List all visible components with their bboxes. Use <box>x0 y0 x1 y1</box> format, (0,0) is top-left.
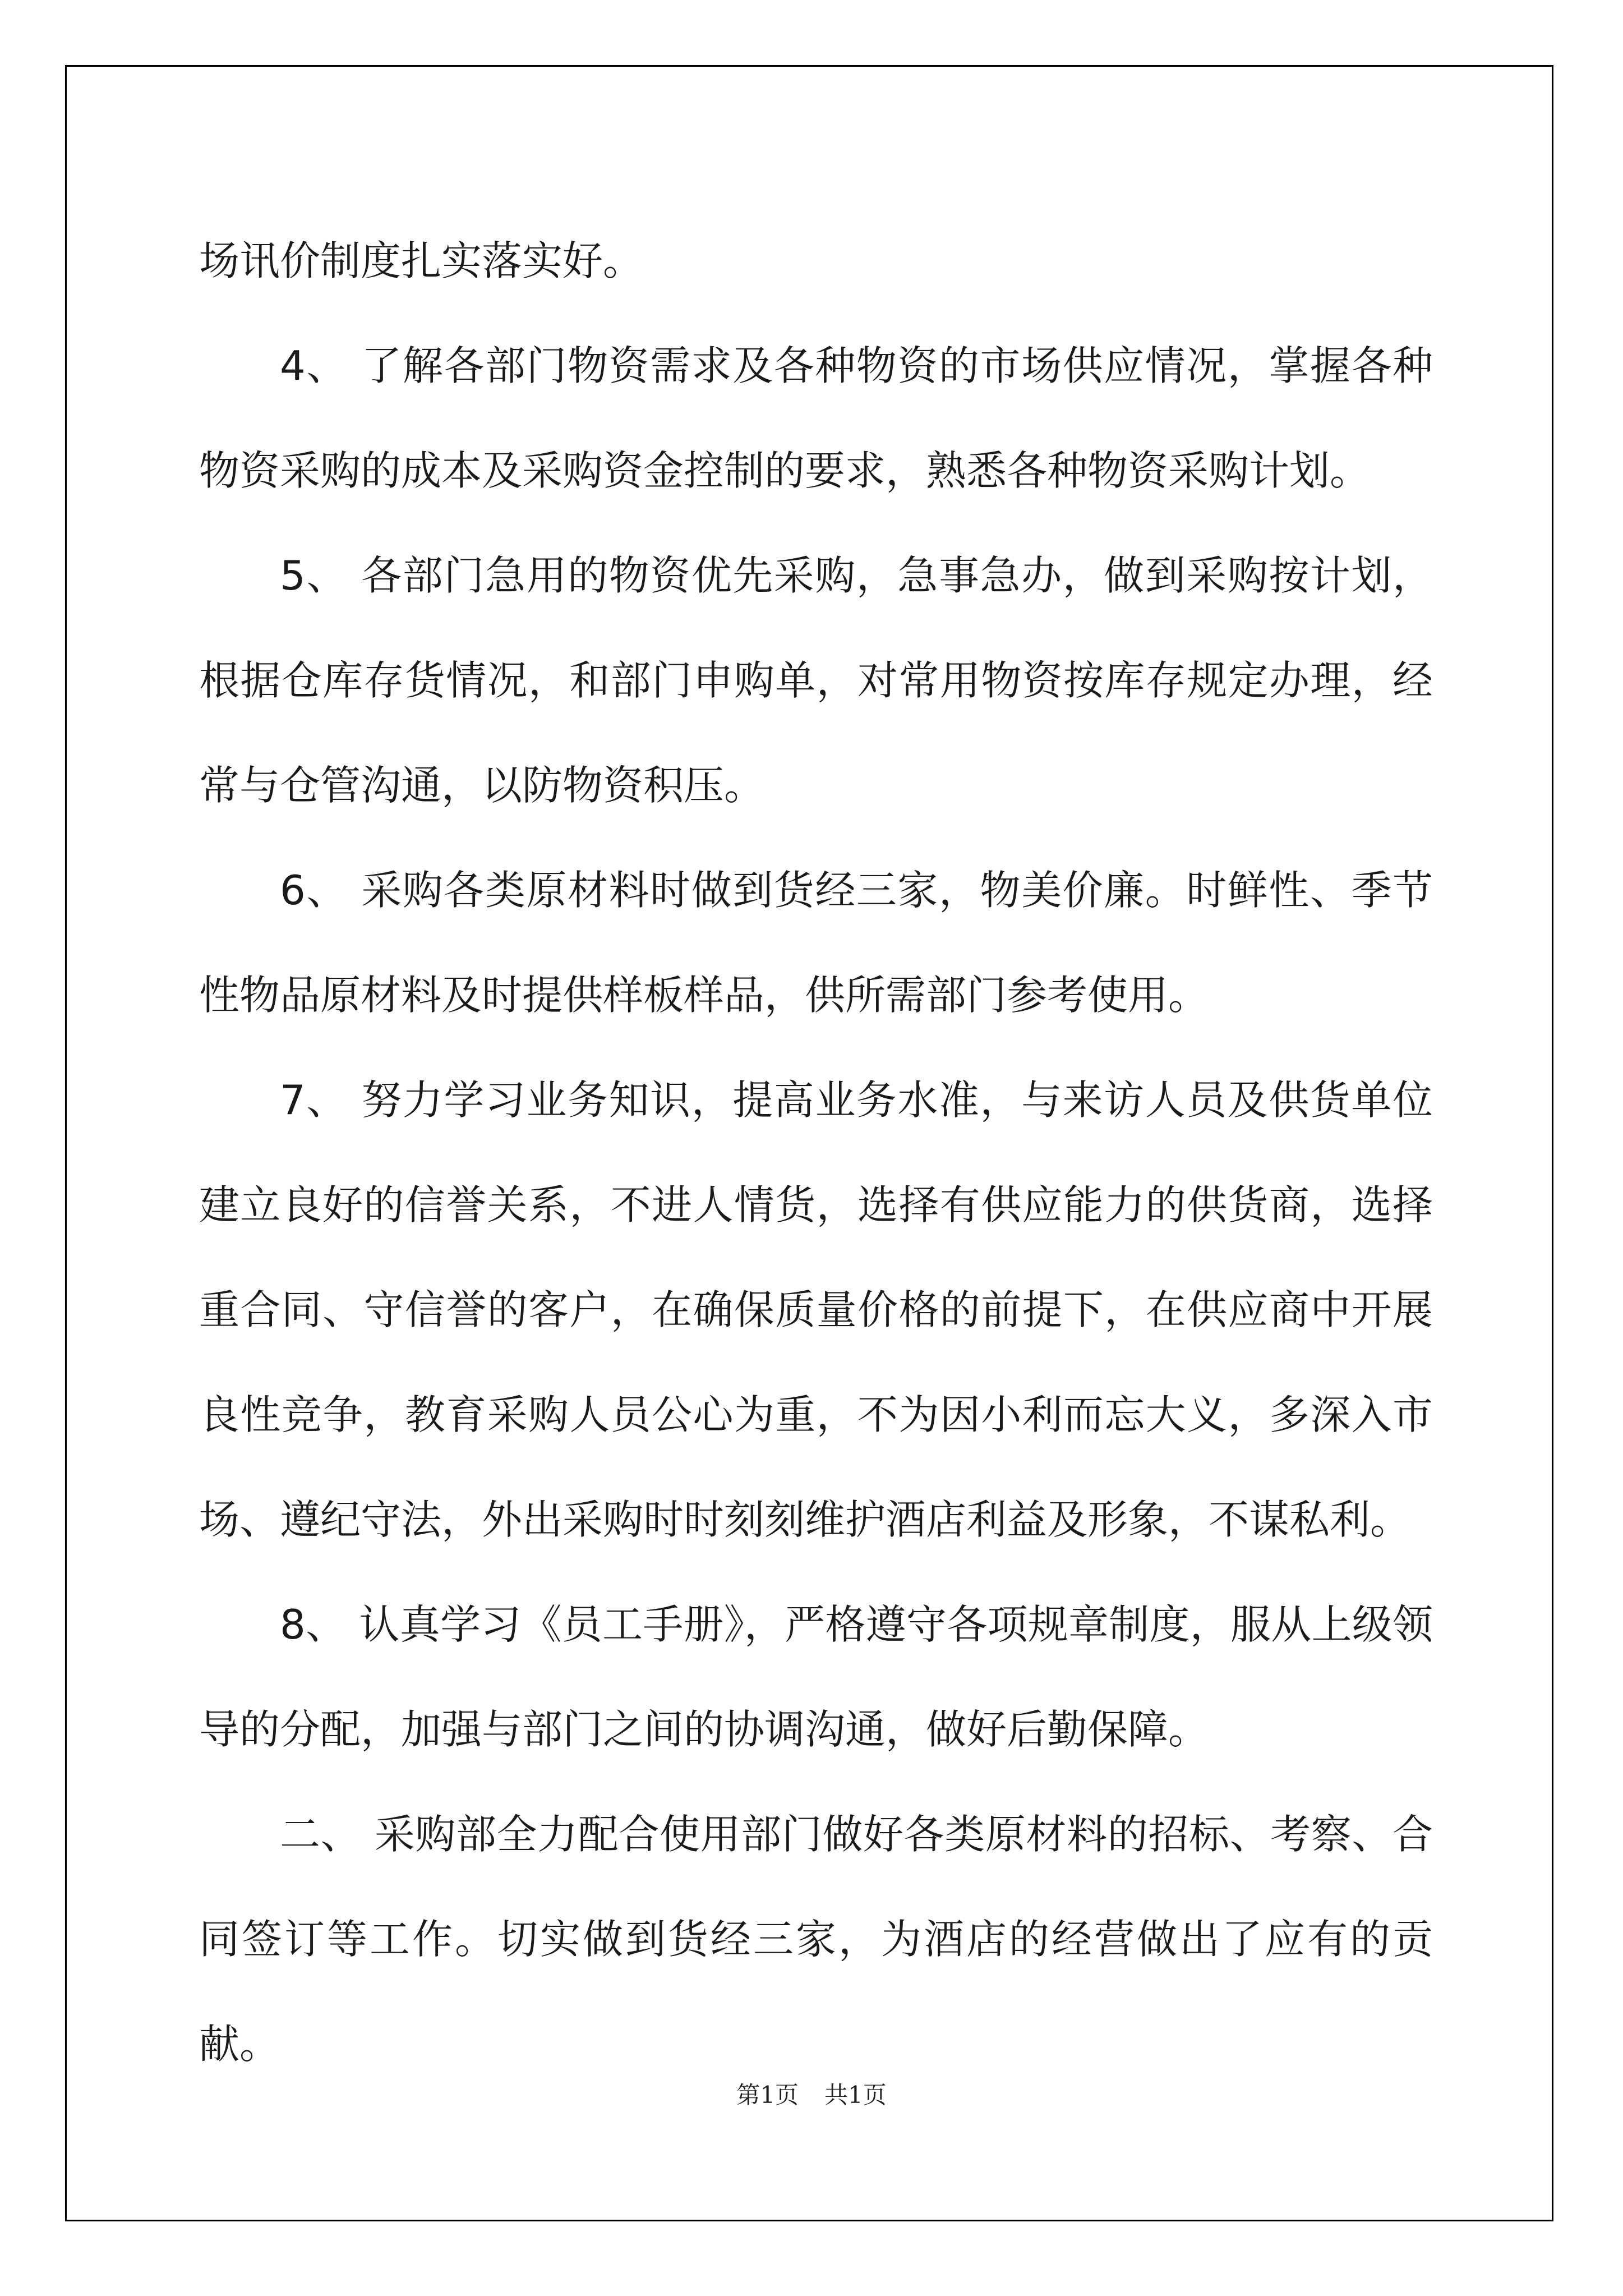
page-total: 共1页 <box>824 2081 887 2109</box>
paragraph-item-5: 5、 各部门急用的物资优先采购，急事急办，做到采购按计划，根据仓库存货情况，和部门申购单，对常用物资按库存规定办理，经常与仓管沟通，以防物资积压。 <box>199 552 1433 809</box>
paragraph-item-6: 6、 采购各类原材料时做到货经三家，物美价廉。时鲜性、季节性物品原材料及时提供样板样品，供所需部门参考使用。 <box>199 867 1433 1019</box>
page-footer <box>0 2078 1623 2112</box>
page-number: 第1页 <box>736 2081 799 2109</box>
document-body <box>199 209 1433 2097</box>
paragraph-item-7: 7、 努力学习业务知识，提高业务水准，与来访人员及供货单位建立良好的信誉关系，不进人情货，选择有供应能力的供货商，选择重合同、守信誉的客户，在确保质量价格的前提下，在供应商中开展良性竞争，教育采购人员公心为重，不为因小利而忘大义，多深入市场、遵纪守法，外出采购时时刻刻维护酒店利益及形象，不谋私利。 <box>199 1076 1433 1543</box>
paragraph-section-2: 二、 采购部全力配合使用部门做好各类原材料的招标、考察、合同签订等工作。切实做到货经三家，为酒店的经营做出了应有的贡献。 <box>199 1811 1433 2068</box>
paragraph-item-4: 4、 了解各部门物资需求及各种物资的市场供应情况，掌握各种物资采购的成本及采购资金控制的要求，熟悉各种物资采购计划。 <box>199 342 1433 494</box>
paragraph-item-8: 8、 认真学习《员工手册》，严格遵守各项规章制度，服从上级领导的分配，加强与部门之间的协调沟通，做好后勤保障。 <box>199 1601 1433 1753</box>
paragraph-continuation: 场讯价制度扎实落实好。 <box>199 237 644 284</box>
